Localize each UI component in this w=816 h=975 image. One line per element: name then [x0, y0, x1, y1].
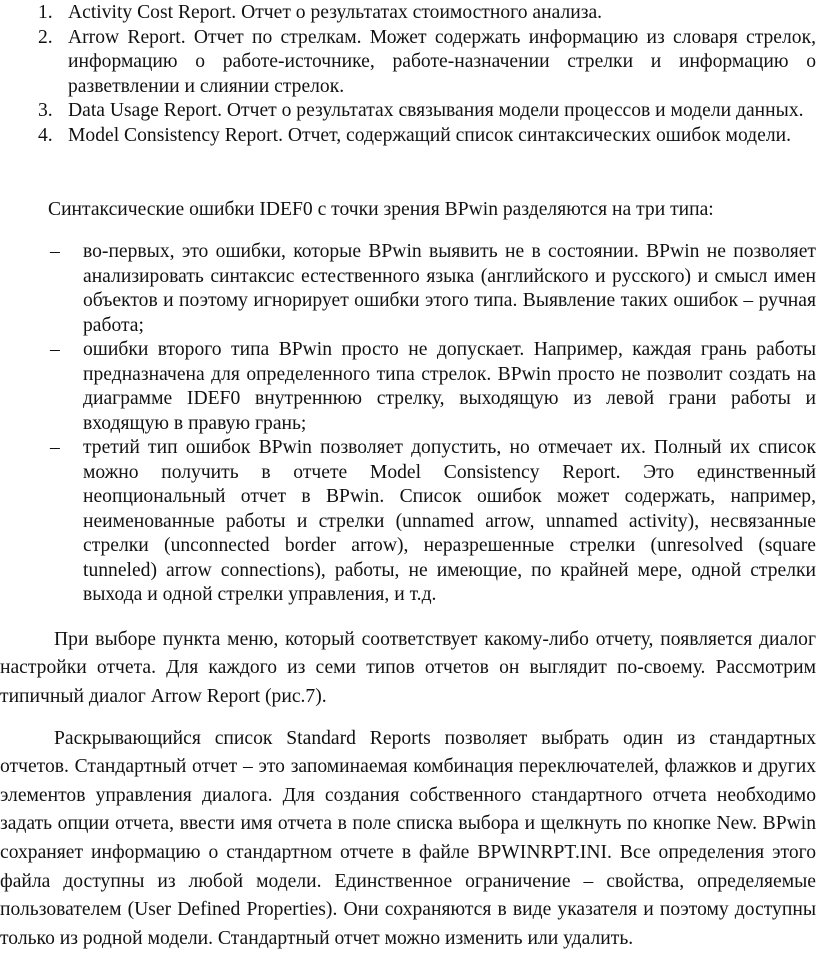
list-item — [0, 436, 816, 608]
report-dialog-paragraph: При выборе пункта меню, который соответствует какому-либо отчету, появляется диалог настройки отчета. Для каждого из семи типов отчетов он выглядит по-своему. Рассмотрим типичный диалог Arrow Report (рис.7). — [0, 628, 816, 707]
report-types-list — [0, 1, 816, 148]
list-item-text: Model Consistency Report. Отчет, содержащий список синтаксических ошибок модели. — [68, 124, 792, 146]
list-item — [0, 240, 816, 338]
list-number: 1. — [38, 2, 53, 23]
list-number: 2. — [38, 26, 53, 48]
list-item-text: Activity Cost Report. Отчет о результатах стоимостного анализа. — [68, 2, 603, 23]
list-item — [0, 124, 816, 149]
dash-marker: – — [50, 437, 60, 458]
list-item-text: Arrow Report. Отчет по стрелкам. Может содержать информацию из словаря стрелок, информацию о работе-источнике, работе-назначении стрелки и информацию о разветвлении и слиянии стрелок. — [68, 26, 816, 97]
list-item — [0, 1, 816, 26]
list-item — [0, 99, 816, 124]
dash-marker: – — [50, 339, 60, 360]
syntax-errors-intro: Синтаксические ошибки IDEF0 с точки зрения BPwin разделяются на три типа: — [48, 199, 714, 220]
error-types-list — [0, 240, 816, 608]
list-item — [0, 26, 816, 100]
standard-reports-paragraph: Раскрывающийся список Standard Reports позволяет выбрать один из стандартных отчетов. Стандартный отчет – это запоминаемая комбинация переключателей, флажков и других элементов управления диалога. Для создания собственного стандартного отчета необходимо задать опции отчета, ввести имя отчета в поле списка выбора и щелкнуть по кнопке New. BPwin сохраняет информацию о стандартном отчете в файле BPWINRPT.INI. Все определения этого файла доступны из любой модели. Единственное ограничение – свойства, определяемые пользователем (User Defined Properties). Они сохраняются в виде указателя и поэтому доступны только из родной модели. Стандартный отчет можно изменить или удалить. — [0, 727, 816, 949]
list-item-text: третий тип ошибок BPwin позволяет допустить, но отмечает их. Полный их список можно получить в отчете Model Consistency Report. Это единственный неопциональный отчет в BPwin. Список ошибок может содержать, например, неименованные работы и стрелки (unnamed arrow, unnamed activity), несвязанные стрелки (unconnected border arrow), неразрешенные стрелки (unresolved (square tunneled) arrow connections), работы, не имеющие, по крайней мере, одной стрелки выхода и одной стрелки управления, и т.д. — [83, 437, 816, 605]
list-item-text: во-первых, это ошибки, которые BPwin выявить не в состоянии. BPwin не позволяет анализировать синтаксис естественного языка (английского и русского) и смысл имен объектов и поэтому игнорирует ошибки этого типа. Выявление таких ошибок – ручная работа; — [83, 241, 816, 336]
list-item — [0, 338, 816, 436]
list-item-text: ошибки второго типа BPwin просто не допускает. Например, каждая грань работы предназначена для определенного типа стрелок. BPwin просто не позволит создать на диаграмме IDEF0 внутреннюю стрелку, выходящую из левой грани работы и входящую в правую грань; — [83, 339, 816, 434]
dash-marker: – — [50, 241, 60, 262]
list-number: 3. — [38, 100, 53, 121]
list-item-text: Data Usage Report. Отчет о результатах связывания модели процессов и модели данных. — [68, 100, 804, 121]
list-number: 4. — [38, 124, 53, 146]
